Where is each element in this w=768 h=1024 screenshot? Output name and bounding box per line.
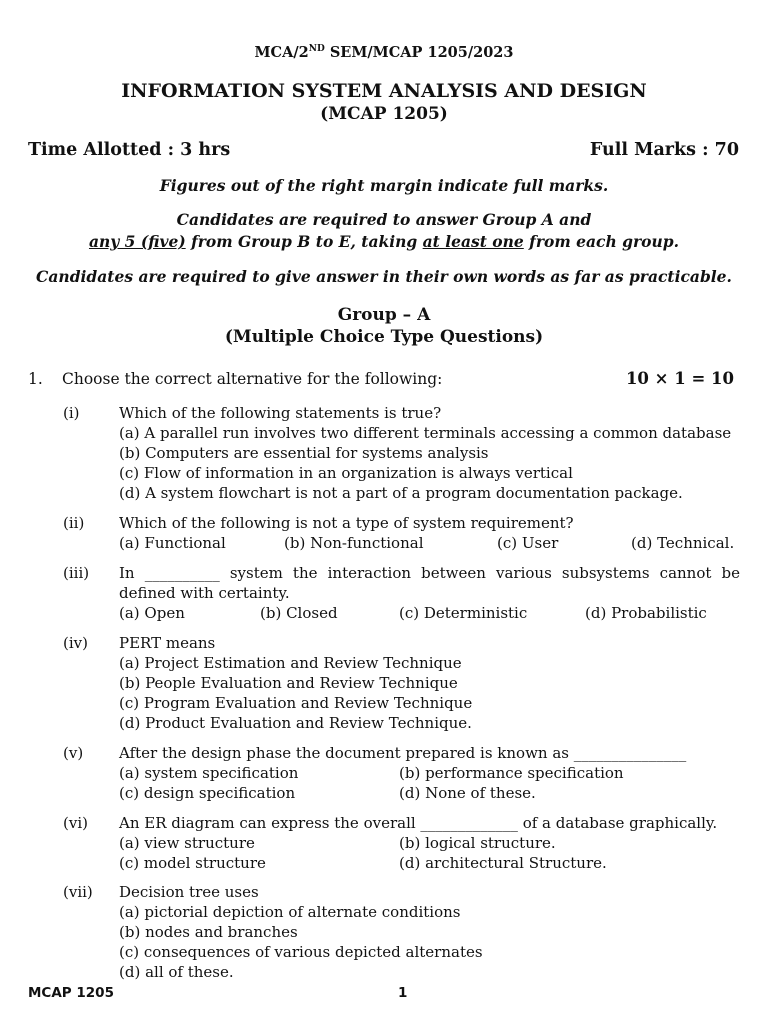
subq-i-stem: Which of the following statements is true? xyxy=(119,404,442,422)
subq-ii-stem: Which of the following is not a type of system requirement? xyxy=(119,514,574,532)
subq-iii-option-b: (b) Closed xyxy=(260,604,338,622)
subq-ii-option-a: (a) Functional xyxy=(119,534,226,552)
subq-v-option-a: (a) system specification xyxy=(119,764,299,782)
instruction-line-2: Candidates are required to answer Group A and xyxy=(176,210,592,229)
subq-iii-option-d: (d) Probabilistic xyxy=(585,604,707,622)
subq-ii-number: (ii) xyxy=(63,514,85,532)
footer-paper-code: MCAP 1205 xyxy=(28,985,114,1001)
subq-iii-stem-line-2: defined with certainty. xyxy=(119,584,290,602)
question-text: Choose the correct alternative for the following: xyxy=(62,370,443,388)
subq-i-option-b: (b) Computers are essential for systems analysis xyxy=(119,444,489,462)
subq-iii-option-a: (a) Open xyxy=(119,604,185,622)
subq-v-option-b: (b) performance specification xyxy=(399,764,624,782)
subq-iv-stem: PERT means xyxy=(119,634,216,652)
full-marks: Full Marks : 70 xyxy=(589,140,739,160)
subq-vii-option-c: (c) consequences of various depicted alternates xyxy=(119,943,483,961)
subq-vii-number: (vii) xyxy=(63,883,93,901)
subq-i-number: (i) xyxy=(63,404,80,422)
instruction-line-3: any 5 (five) from Group B to E, taking at least one from each group. xyxy=(88,232,680,251)
paper-code: MCA/2ND SEM/MCAP 1205/2023 xyxy=(254,44,514,61)
subq-vi-number: (vi) xyxy=(63,814,88,832)
subq-vii-option-d: (d) all of these. xyxy=(119,963,234,981)
subq-v-option-c: (c) design specification xyxy=(119,784,296,802)
subq-iv-option-a: (a) Project Estimation and Review Technique xyxy=(119,654,462,672)
instruction-line-4: Candidates are required to give answer in their own words as far as practicable. xyxy=(36,267,732,286)
subq-iii-stem-line-1: In __________ system the interaction between various subsystems cannot be xyxy=(119,564,740,582)
subq-ii-option-c: (c) User xyxy=(497,534,559,552)
subq-i-option-c: (c) Flow of information in an organization is always vertical xyxy=(119,464,573,482)
subq-iii-number: (iii) xyxy=(63,564,90,582)
subq-iv-option-b: (b) People Evaluation and Review Technique xyxy=(119,674,458,692)
group-name: Group – A xyxy=(337,305,431,325)
subq-v-stem: After the design phase the document prepared is known as _______________ xyxy=(119,744,687,762)
subq-vii-option-a: (a) pictorial depiction of alternate conditions xyxy=(119,903,461,921)
subq-vi-option-a: (a) view structure xyxy=(119,834,255,852)
group-type: (Multiple Choice Type Questions) xyxy=(224,327,544,347)
subq-vii-option-b: (b) nodes and branches xyxy=(119,923,298,941)
subq-vi-stem: An ER diagram can express the overall _____________ of a database graphically. xyxy=(119,814,718,832)
subq-iv-option-d: (d) Product Evaluation and Review Technique. xyxy=(119,714,472,732)
footer-page-number: 1 xyxy=(398,985,408,1001)
instruction-line-1: Figures out of the right margin indicate full marks. xyxy=(159,176,609,195)
time-allotted: Time Allotted : 3 hrs xyxy=(28,140,231,160)
question-marks: 10 × 1 = 10 xyxy=(625,369,734,388)
subq-v-number: (v) xyxy=(63,744,84,762)
subq-iii-option-c: (c) Deterministic xyxy=(399,604,528,622)
subq-i-option-a: (a) A parallel run involves two different terminals accessing a common database xyxy=(119,424,732,442)
paper-subtitle: (MCAP 1205) xyxy=(320,104,448,124)
subq-ii-option-d: (d) Technical. xyxy=(631,534,735,552)
subq-vi-option-c: (c) model structure xyxy=(119,854,266,872)
subq-vii-stem: Decision tree uses xyxy=(119,883,259,901)
paper-title: INFORMATION SYSTEM ANALYSIS AND DESIGN xyxy=(121,80,647,102)
subq-iv-option-c: (c) Program Evaluation and Review Technique xyxy=(119,694,473,712)
question-number: 1. xyxy=(28,370,43,388)
subq-vi-option-d: (d) architectural Structure. xyxy=(399,854,607,872)
subq-v-option-d: (d) None of these. xyxy=(399,784,536,802)
subq-ii-option-b: (b) Non-functional xyxy=(284,534,424,552)
subq-iv-number: (iv) xyxy=(63,634,88,652)
subq-i-option-d: (d) A system flowchart is not a part of a program documentation package. xyxy=(119,484,683,502)
subq-vi-option-b: (b) logical structure. xyxy=(399,834,556,852)
